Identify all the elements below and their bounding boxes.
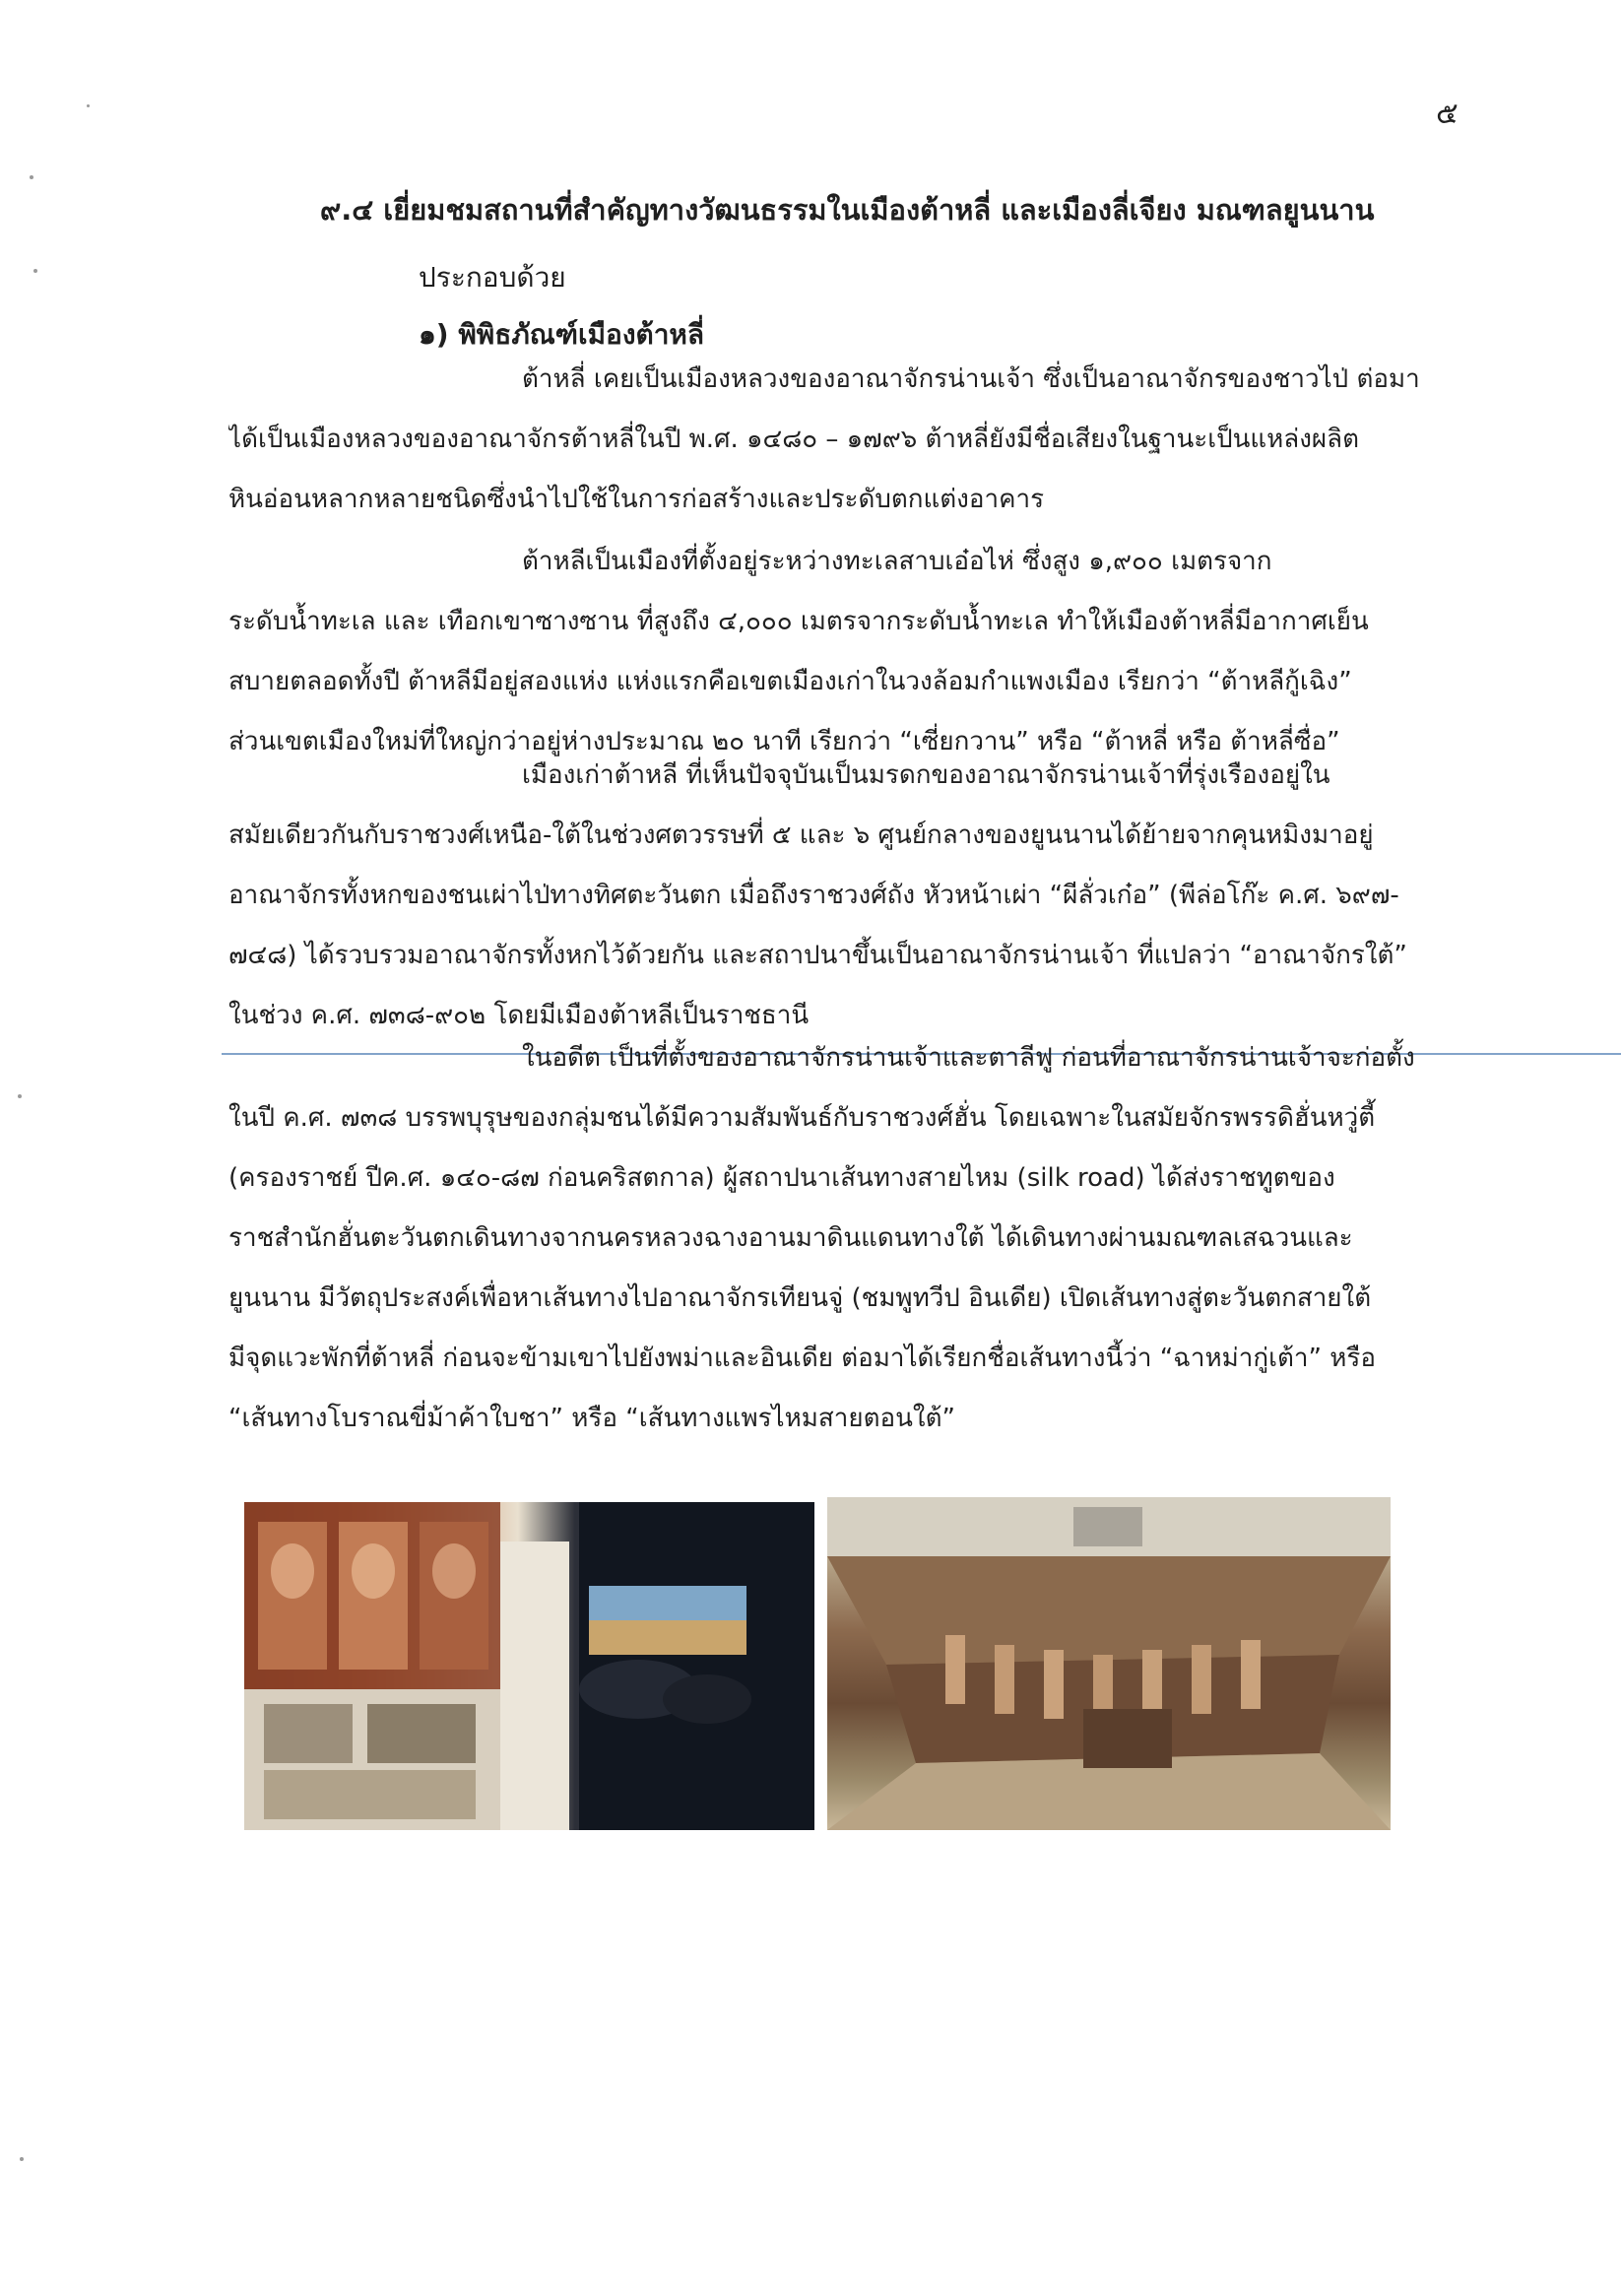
paragraph-line: ยูนนาน มีวัตถุประสงค์เพื่อหาเส้นทางไปอาณาจักรเทียนจู่ (ชมพูทวีป อินเดีย) เปิดเส้นทางสู่ตะวันตกสายใต้: [228, 1283, 1372, 1313]
excavation-site-photo: [827, 1497, 1391, 1830]
paragraph-line: ในปี ค.ศ. ๗๓๘ บรรพบุรุษของกลุ่มชนได้มีความสัมพันธ์กับราชวงศ์ฮั่น โดยเฉพาะในสมัยจักรพรรดิฮั่นหวู่ตี้: [228, 1103, 1376, 1133]
paragraph-line: ต้าหลี่ เคยเป็นเมืองหลวงของอาณาจักรน่านเจ้า ซึ่งเป็นอาณาจักรของชาวไป่ ต่อมา: [522, 364, 1420, 394]
compose-line: ประกอบด้วย: [419, 261, 566, 294]
paragraph-line: ได้เป็นเมืองหลวงของอาณาจักรต้าหลี่ในปี พ.ศ. ๑๔๘๐ – ๑๗๙๖ ต้าหลี่ยังมีชื่อเสียงในฐานะเป็นแหล่งผลิต: [228, 425, 1359, 454]
page-number: ๕: [1436, 97, 1459, 131]
paragraph-line: ระดับน้ำทะเล และ เทือกเขาซางซาน ที่สูงถึง ๔,๐๐๐ เมตรจากระดับน้ำทะเล ทำให้เมืองต้าหลี่มีอากาศเย็น: [228, 607, 1369, 636]
sub-heading: ๑) พิพิธภัณฑ์เมืองต้าหลี่: [419, 318, 705, 351]
paragraph-line: ๗๔๘) ได้รวบรวมอาณาจักรทั้งหกไว้ด้วยกัน และสถาปนาขึ้นเป็นอาณาจักรน่านเจ้า ที่แปลว่า “อาณาจักรใต้”: [228, 941, 1407, 970]
paragraph-line: สมัยเดียวกันกับราชวงศ์เหนือ-ใต้ในช่วงศตวรรษที่ ๕ และ ๖ ศูนย์กลางของยูนนานได้ย้ายจากคุนหมิงมาอยู่: [228, 820, 1374, 850]
paragraph-line: ในอดีต เป็นที่ตั้งของอาณาจักรน่านเจ้าและตาลีฟู ก่อนที่อาณาจักรน่านเจ้าจะก่อตั้ง: [522, 1043, 1415, 1073]
paragraph-line: หินอ่อนหลากหลายชนิดซึ่งนำไปใช้ในการก่อสร้างและประดับตกแต่งอาคาร: [228, 485, 1045, 514]
paragraph-3: [228, 746, 1464, 1046]
paragraph-line: (ครองราชย์ ปีค.ศ. ๑๔๐-๘๗ ก่อนคริสตกาล) ผู้สถาปนาเส้นทางสายไหม (silk road) ได้ส่งราชทูตของ: [228, 1163, 1335, 1193]
paragraph-line: “เส้นทางโบราณขี่ม้าค้าใบชา” หรือ “เส้นทางแพรไหมสายตอนใต้”: [228, 1404, 955, 1433]
paragraph-line: อาณาจักรทั้งหกของชนเผ่าไป่ทางทิศตะวันตก เมื่อถึงราชวงศ์ถัง หัวหน้าเผ่า “ผีลั่วเก๋อ” (พีล่อโก๊ะ ค.ศ. ๖๙๗-: [228, 881, 1399, 910]
paragraph-line: ต้าหลีเป็นเมืองที่ตั้งอยู่ระหว่างทะเลสาบเอ๋อไห่ ซึ่งสูง ๑,๙๐๐ เมตรจาก: [522, 547, 1272, 576]
paragraph-2: [228, 532, 1464, 772]
excavation-illustration: [827, 1497, 1391, 1830]
paragraph-1: [228, 350, 1464, 530]
museum-exhibit-photo: [244, 1502, 814, 1830]
section-heading: ๙.๔ เยี่ยมชมสถานที่สำคัญทางวัฒนธรรมในเมืองต้าหลี่ และเมืองลี่เจียง มณฑลยูนนาน: [320, 193, 1375, 227]
paragraph-line: ในช่วง ค.ศ. ๗๓๘-๙๐๒ โดยมีเมืองต้าหลีเป็นราชธานี: [228, 1001, 810, 1030]
paragraph-4: [228, 1028, 1464, 1449]
paragraph-line: ส่วนเขตเมืองใหม่ที่ใหญ่กว่าอยู่ห่างประมาณ ๒๐ นาที เรียกว่า “เซี่ยกวาน” หรือ “ต้าหลี่ หรือ ต้าหลี่ซื่อ”: [228, 727, 1340, 756]
museum-exhibit-illustration: [244, 1502, 814, 1830]
paragraph-line: สบายตลอดทั้งปี ต้าหลีมีอยู่สองแห่ง แห่งแรกคือเขตเมืองเก่าในวงล้อมกำแพงเมือง เรียกว่า “ต้าหลีกู้เฉิง”: [228, 667, 1352, 696]
paragraph-line: เมืองเก่าต้าหลี ที่เห็นปัจจุบันเป็นมรดกของอาณาจักรน่านเจ้าที่รุ่งเรืองอยู่ใน: [522, 760, 1330, 790]
paragraph-line: ราชสำนักฮั่นตะวันตกเดินทางจากนครหลวงฉางอานมาดินแดนทางใต้ ได้เดินทางผ่านมณฑลเสฉวนและ: [228, 1223, 1353, 1253]
paragraph-line: มีจุดแวะพักที่ต้าหลี่ ก่อนจะข้ามเขาไปยังพม่าและอินเดีย ต่อมาได้เรียกชื่อเส้นทางนี้ว่า “ฉาหม่ากู่เต้า” หรือ: [228, 1344, 1376, 1373]
